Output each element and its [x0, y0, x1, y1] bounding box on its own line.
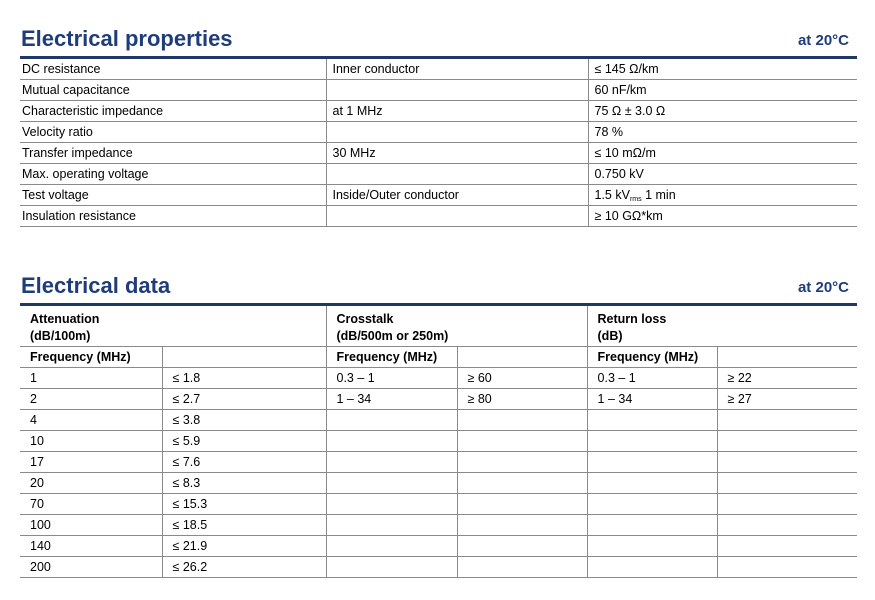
return-loss-value: [717, 494, 857, 515]
attenuation-frequency: 100: [20, 515, 162, 536]
crosstalk-frequency: [326, 557, 457, 578]
property-value: 78 %: [588, 122, 857, 143]
table-row: [20, 164, 857, 185]
return-loss-value: [717, 431, 857, 452]
crosstalk-frequency-header: Frequency (MHz): [326, 347, 457, 368]
property-condition: Inner conductor: [326, 59, 588, 80]
property-condition: [326, 80, 588, 101]
property-name: Velocity ratio: [20, 122, 326, 143]
electrical-properties-temperature: at 20°C: [797, 32, 849, 49]
property-name: Test voltage: [20, 185, 326, 206]
table-row: [20, 494, 857, 515]
crosstalk-value: [457, 410, 587, 431]
return-loss-frequency: [587, 452, 717, 473]
table-row: [20, 557, 857, 578]
attenuation-value-header: [162, 347, 326, 368]
attenuation-value: ≤ 8.3: [162, 473, 326, 494]
property-name: Insulation resistance: [20, 206, 326, 227]
return-loss-value: [717, 410, 857, 431]
crosstalk-value: ≥ 60: [457, 368, 587, 389]
table-row: [20, 389, 857, 410]
return-loss-frequency: 0.3 – 1: [587, 368, 717, 389]
crosstalk-value: [457, 431, 587, 452]
property-name: Transfer impedance: [20, 143, 326, 164]
attenuation-value: ≤ 3.8: [162, 410, 326, 431]
crosstalk-frequency: [326, 431, 457, 452]
attenuation-frequency: 4: [20, 410, 162, 431]
property-condition: [326, 122, 588, 143]
table-row: [20, 536, 857, 557]
crosstalk-value: [457, 536, 587, 557]
crosstalk-frequency: [326, 452, 457, 473]
attenuation-frequency: 20: [20, 473, 162, 494]
crosstalk-value: [457, 557, 587, 578]
crosstalk-frequency: 1 – 34: [326, 389, 457, 410]
return-loss-value: [717, 473, 857, 494]
return-loss-value: [717, 515, 857, 536]
return-loss-frequency: [587, 536, 717, 557]
table-row: [20, 452, 857, 473]
electrical-data-title: Electrical data: [21, 273, 171, 298]
table-row: [20, 185, 857, 206]
property-value: ≥ 10 GΩ*km: [588, 206, 857, 227]
crosstalk-frequency: 0.3 – 1: [326, 368, 457, 389]
crosstalk-frequency: [326, 536, 457, 557]
property-value: [588, 185, 857, 206]
attenuation-frequency: 70: [20, 494, 162, 515]
table-row: [20, 473, 857, 494]
table-row: [20, 59, 857, 80]
return-loss-value-header: [717, 347, 857, 368]
table-row: [20, 431, 857, 452]
return-loss-value: [717, 557, 857, 578]
property-condition: 30 MHz: [326, 143, 588, 164]
crosstalk-frequency: [326, 494, 457, 515]
crosstalk-value: [457, 473, 587, 494]
return-loss-frequency: [587, 410, 717, 431]
property-value: ≤ 10 mΩ/m: [588, 143, 857, 164]
attenuation-frequency: 200: [20, 557, 162, 578]
return-loss-frequency: [587, 515, 717, 536]
electrical-data-header: [20, 273, 857, 306]
property-value: 75 Ω ± 3.0 Ω: [588, 101, 857, 122]
table-row: [20, 143, 857, 164]
attenuation-value: ≤ 5.9: [162, 431, 326, 452]
return-loss-frequency: [587, 494, 717, 515]
attenuation-frequency: 10: [20, 431, 162, 452]
property-value-suffix: 1 min: [641, 187, 676, 202]
crosstalk-value: ≥ 80: [457, 389, 587, 410]
property-name: DC resistance: [20, 59, 326, 80]
return-loss-unit: (dB): [587, 326, 857, 347]
crosstalk-frequency: [326, 473, 457, 494]
return-loss-label: Return loss: [587, 306, 857, 326]
crosstalk-value: [457, 515, 587, 536]
crosstalk-unit: (dB/500m or 250m): [326, 326, 587, 347]
property-condition: [326, 164, 588, 185]
crosstalk-frequency: [326, 515, 457, 536]
table-header-row: [20, 326, 857, 347]
crosstalk-value: [457, 494, 587, 515]
attenuation-value: ≤ 18.5: [162, 515, 326, 536]
attenuation-frequency-header: Frequency (MHz): [20, 347, 162, 368]
table-row: [20, 410, 857, 431]
property-condition: at 1 MHz: [326, 101, 588, 122]
attenuation-frequency: 17: [20, 452, 162, 473]
property-name: Mutual capacitance: [20, 80, 326, 101]
table-row: [20, 101, 857, 122]
attenuation-unit: (dB/100m): [20, 326, 326, 347]
attenuation-value: ≤ 1.8: [162, 368, 326, 389]
property-condition: [326, 206, 588, 227]
property-value: 60 nF/km: [588, 80, 857, 101]
return-loss-value: ≥ 22: [717, 368, 857, 389]
property-condition: Inside/Outer conductor: [326, 185, 588, 206]
attenuation-frequency: 1: [20, 368, 162, 389]
table-row: [20, 122, 857, 143]
electrical-data-temperature: at 20°C: [797, 279, 849, 296]
property-value-subscript: rms: [629, 195, 642, 203]
return-loss-value: [717, 452, 857, 473]
table-row: [20, 515, 857, 536]
return-loss-frequency: [587, 557, 717, 578]
electrical-properties-header: [20, 26, 857, 59]
return-loss-frequency-header: Frequency (MHz): [587, 347, 717, 368]
electrical-data-section: [20, 273, 857, 578]
crosstalk-label: Crosstalk: [326, 306, 587, 326]
table-row: [20, 368, 857, 389]
electrical-properties-section: [20, 26, 857, 227]
attenuation-value: ≤ 7.6: [162, 452, 326, 473]
property-name: Characteristic impedance: [20, 101, 326, 122]
table-row: [20, 80, 857, 101]
attenuation-frequency: 2: [20, 389, 162, 410]
property-name: Max. operating voltage: [20, 164, 326, 185]
attenuation-value: ≤ 21.9: [162, 536, 326, 557]
frequency-header-row: [20, 347, 857, 368]
property-value: 0.750 kV: [588, 164, 857, 185]
crosstalk-value-header: [457, 347, 587, 368]
attenuation-value: ≤ 15.3: [162, 494, 326, 515]
return-loss-frequency: 1 – 34: [587, 389, 717, 410]
property-value: ≤ 145 Ω/km: [588, 59, 857, 80]
return-loss-frequency: [587, 431, 717, 452]
attenuation-frequency: 140: [20, 536, 162, 557]
table-header-row: [20, 306, 857, 326]
electrical-properties-title: Electrical properties: [21, 26, 233, 51]
attenuation-value: ≤ 2.7: [162, 389, 326, 410]
return-loss-value: [717, 536, 857, 557]
electrical-data-table: [20, 306, 857, 578]
return-loss-frequency: [587, 473, 717, 494]
return-loss-value: ≥ 27: [717, 389, 857, 410]
attenuation-label: Attenuation: [30, 312, 100, 326]
crosstalk-value: [457, 452, 587, 473]
property-value-main: 1.5 kV: [594, 187, 630, 202]
crosstalk-frequency: [326, 410, 457, 431]
attenuation-value: ≤ 26.2: [162, 557, 326, 578]
electrical-properties-table: [20, 59, 857, 227]
table-row: [20, 206, 857, 227]
